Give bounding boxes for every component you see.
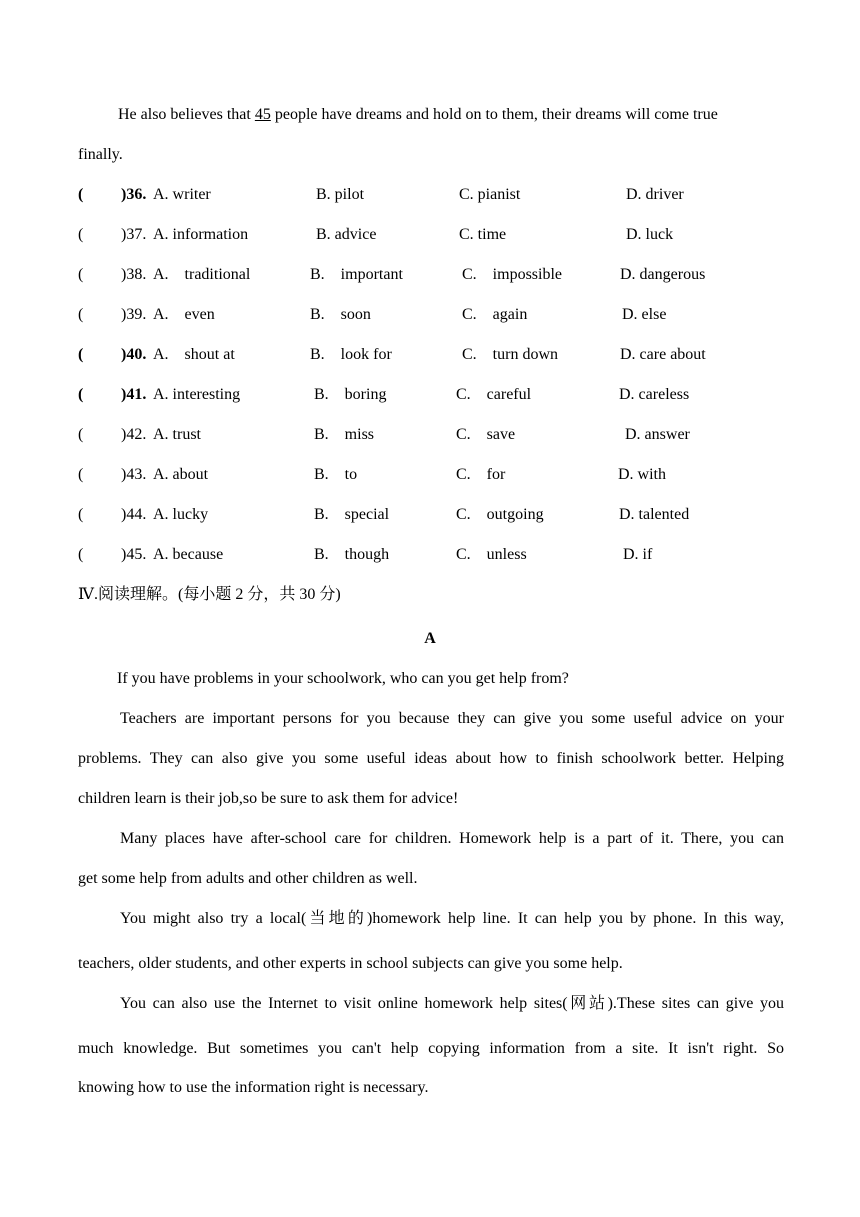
answer-paren: ( [78, 386, 84, 403]
question-number: )40. [121, 346, 147, 363]
answer-paren: ( [78, 306, 84, 323]
option-d: D. answer [625, 426, 690, 443]
question-number: )45. [121, 546, 147, 563]
option-d: D. careless [619, 386, 690, 403]
passage-line-5: Many places have after-school care for children. Homework help is a part of it. There, you can [120, 830, 784, 847]
intro-text-1: He also believes that [118, 106, 255, 123]
option-d: D. care about [620, 346, 706, 363]
option-a: A. information [153, 226, 249, 243]
passage-line-7: You might also try a local(当地的)homework help line. It can help you by phone. In this way, [120, 910, 784, 927]
option-b: B. look for [310, 346, 392, 363]
option-c: C. impossible [462, 266, 563, 283]
option-c: C. pianist [459, 186, 521, 203]
option-a: A. about [153, 466, 209, 483]
option-c: C. time [459, 226, 507, 243]
option-d: D. talented [619, 506, 690, 523]
option-a: A. writer [153, 186, 211, 203]
option-a: A. interesting [153, 386, 241, 403]
option-b: B. important [310, 266, 403, 283]
answer-paren: ( [78, 266, 84, 283]
option-b: B. boring [314, 386, 387, 403]
option-c: C. again [462, 306, 528, 323]
passage-line-1: If you have problems in your schoolwork, who can you get help from? [117, 670, 569, 687]
answer-paren: ( [78, 186, 84, 203]
passage-line-4: children learn is their job,so be sure to ask them for advice! [78, 790, 459, 807]
question-number: )37. [121, 226, 147, 243]
option-c: C. for [456, 466, 506, 483]
passage-line-3: problems. They can also give you some useful ideas about how to finish schoolwork better. Helping [78, 750, 784, 767]
passage-title: A [424, 630, 436, 647]
option-b: B. to [314, 466, 358, 483]
answer-paren: ( [78, 546, 84, 563]
intro-text-2: people have dreams and hold on to them, their dreams will come true [270, 106, 718, 123]
answer-paren: ( [78, 466, 84, 483]
option-b: B. special [314, 506, 390, 523]
option-d: D. with [618, 466, 666, 483]
passage-line-2: Teachers are important persons for you because they can give you some useful advice on your [120, 710, 784, 727]
question-number: )44. [121, 506, 147, 523]
answer-paren: ( [78, 506, 84, 523]
option-b: B. miss [314, 426, 375, 443]
section-heading: Ⅳ.阅读理解。(每小题 2 分，共 30 分) [78, 586, 341, 603]
option-b: B. though [314, 546, 390, 563]
option-d: D. else [622, 306, 667, 323]
option-b: B. advice [316, 226, 377, 243]
answer-paren: ( [78, 426, 84, 443]
passage-line-9: You can also use the Internet to visit online homework help sites(网站).These sites can give you [120, 995, 784, 1012]
passage-line-8: teachers, older students, and other experts in school subjects can give you some help. [78, 955, 623, 972]
option-a: A. shout at [153, 346, 235, 363]
passage-line-6: get some help from adults and other children as well. [78, 870, 418, 887]
answer-paren: ( [78, 226, 84, 243]
intro-line-1 [118, 105, 718, 125]
option-d: D. if [623, 546, 653, 563]
passage-line-11: knowing how to use the information right is necessary. [78, 1079, 429, 1096]
passage-line-10: much knowledge. But sometimes you can't help copying information from a site. It isn't right. So [78, 1040, 784, 1057]
question-number: )41. [121, 386, 147, 403]
option-c: C. unless [456, 546, 527, 563]
question-number: )42. [121, 426, 147, 443]
option-a: A. even [153, 306, 215, 323]
question-number: )38. [121, 266, 147, 283]
intro-line-2: finally. [78, 146, 123, 163]
option-b: B. soon [310, 306, 371, 323]
option-a: A. because [153, 546, 224, 563]
option-d: D. dangerous [620, 266, 706, 283]
answer-paren: ( [78, 346, 84, 363]
option-a: A. traditional [153, 266, 251, 283]
option-c: C. save [456, 426, 516, 443]
question-number: )36. [121, 186, 147, 203]
option-c: C. turn down [462, 346, 558, 363]
option-a: A. lucky [153, 506, 209, 523]
option-a: A. trust [153, 426, 201, 443]
option-d: D. driver [626, 186, 684, 203]
blank-45: 45 [254, 106, 271, 123]
option-d: D. luck [626, 226, 674, 243]
option-b: B. pilot [316, 186, 365, 203]
option-c: C. careful [456, 386, 532, 403]
question-number: )39. [121, 306, 147, 323]
question-number: )43. [121, 466, 147, 483]
option-c: C. outgoing [456, 506, 544, 523]
